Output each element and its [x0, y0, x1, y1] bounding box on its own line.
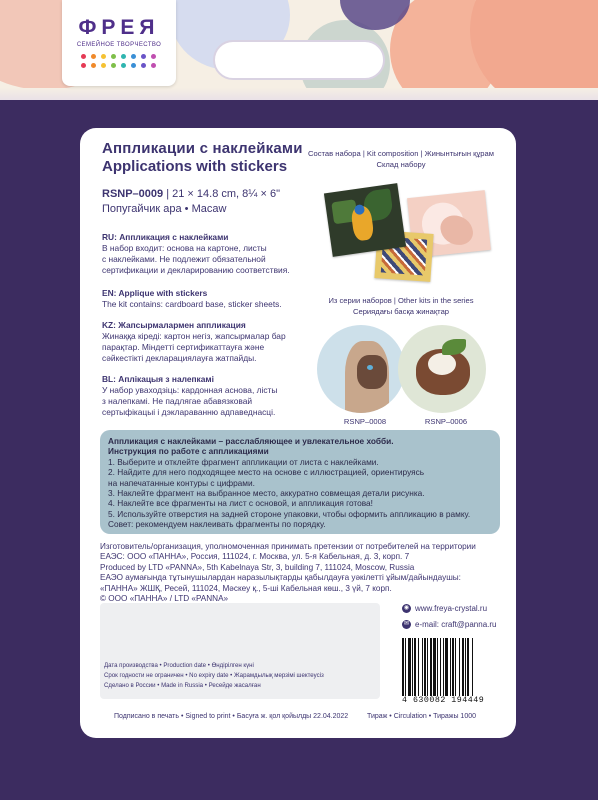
- series-code-1: RSNP–0008: [343, 417, 387, 426]
- brand-dots: [62, 54, 176, 68]
- email-line: [402, 620, 497, 629]
- description-line: У набор уваходзіць: кардонная аснова, лісты: [102, 385, 278, 395]
- hanger-hole: [213, 40, 385, 80]
- description-block: [102, 288, 317, 310]
- instruction-line: 5. Используйте отверстия на задней стороне упаковки, чтобы оформить аппликацию в рамку.: [108, 508, 471, 519]
- header-fade: [0, 88, 598, 100]
- instruction-line: 4. Наклейте все фрагменты на лист с основой, и аппликация готова!: [108, 498, 373, 509]
- manufacturer-line: Produced by LTD «PANNA», 5th Kabelnaya Str, 3, building 7, 111024, Moscow, Russia: [100, 562, 415, 572]
- series-heading-line: Из серии наборов | Other kits in the series: [328, 296, 474, 305]
- brand-dot: [141, 54, 146, 59]
- brand-dot: [101, 63, 106, 68]
- description-block: [102, 320, 317, 364]
- instructions-subheading: Инструкция по работе с аппликациями: [108, 446, 269, 457]
- mail-icon: ✉: [403, 621, 410, 628]
- kit-heading-line: Склад набору: [376, 160, 426, 169]
- brand-dot: [131, 63, 136, 68]
- description-line: В набор входит: основа на картоне, листы: [102, 243, 267, 253]
- brand-dot: [81, 63, 86, 68]
- instructions-heading: Аппликация с наклейками – расслабляющее и увлекательное хобби.: [108, 436, 394, 446]
- date-line: Сделано в России • Made in Russia • Ресейде жасалған: [104, 682, 261, 690]
- description-block: [102, 232, 317, 276]
- series-kit-cat-image: [317, 325, 405, 413]
- series-heading-line: Сериядағы басқа жинақтар: [352, 307, 450, 316]
- sku-line: [102, 188, 280, 200]
- kit-heading-line: Состав набора | Kit composition | Жинынтығын құрам: [308, 149, 494, 158]
- brand-dot: [151, 54, 156, 59]
- globe-icon: ◉: [403, 605, 410, 612]
- description-line: сәйкестікті декларациялауға жатпайды.: [102, 353, 257, 363]
- brand-dot: [81, 54, 86, 59]
- dates-info: [104, 661, 324, 691]
- manufacturer-line: ЕАЭС: ООО «ПАННА», Россия, 111024, г. Москва, ул. 5-я Кабельная, д. 3, корп. 7: [100, 552, 410, 562]
- description-line: с наклейками. Не подлежит обязательной: [102, 254, 266, 264]
- description-line: The kit contains: cardboard base, sticker sheets.: [102, 299, 282, 309]
- description-line: Жинаққа кіреді: картон негіз, жапсырмалар бар: [102, 331, 286, 341]
- brand-dot: [101, 54, 106, 59]
- brand-dot: [91, 63, 96, 68]
- brand-dot: [141, 63, 146, 68]
- date-line: Дата производства • Production date • Өндірілген күні: [104, 662, 254, 669]
- brand-dot: [121, 54, 126, 59]
- website-line: [402, 604, 487, 613]
- brand-dot: [131, 54, 136, 59]
- brand-dot: [121, 63, 126, 68]
- description-heading: RU: Аппликация с наклейками: [102, 232, 229, 242]
- sku-code: RSNP–0009: [102, 188, 164, 200]
- manufacturer-line: Изготовитель/организация, уполномоченная принимать претензии от потребителей на территории: [100, 542, 476, 551]
- kit-composition-heading: [298, 148, 504, 170]
- instruction-line: на напечатанные контуры с цифрами.: [108, 477, 255, 488]
- website-text: www.freya-crystal.ru: [415, 604, 488, 613]
- brand-dot: [151, 63, 156, 68]
- product-name: Попугайчик ара • Macaw: [102, 203, 227, 215]
- instructions-steps: [108, 457, 492, 530]
- series-kit-coconut-image: [398, 325, 486, 413]
- manufacturer-line: ЕАЭО аумағында тұтынушылардан наразылықтарды қабылдауға уәкілетті ұйым/дайындаушы:: [100, 573, 461, 583]
- email-text: e-mail: craft@panna.ru: [415, 620, 497, 629]
- manufacturer-line: «ПАННА» ЖШҚ, Ресей, 111024, Мәскеу қ., 5-ші Кабельная көш., 3 үй, 7 корп.: [100, 583, 392, 593]
- description-line: сертыфікацыі і дэклараванню адпаведнасці.: [102, 407, 276, 417]
- series-heading: [298, 295, 504, 317]
- brand-logo: [62, 0, 176, 86]
- barcode-digits: 4 630082 194449: [402, 696, 485, 705]
- instruction-line: 3. Наклейте фрагмент на выбранное место, аккуратно совмещая детали рисунка.: [108, 488, 425, 499]
- barcode: [402, 638, 492, 708]
- kit-base-macaw: [324, 183, 406, 257]
- brand-dot: [111, 54, 116, 59]
- circulation-info: Тираж • Circulation • Тиражы 1000: [367, 713, 476, 720]
- title-en: Applications with stickers: [102, 158, 288, 175]
- description-block: [102, 374, 317, 418]
- manufacturer-line: © ООО «ПАННА» / LTD «PANNA»: [100, 594, 229, 604]
- title-ru: Аппликации с наклейками: [102, 140, 303, 157]
- series-code-2: RSNP–0006: [424, 417, 468, 426]
- decorative-header: [0, 0, 598, 100]
- brand-dot: [111, 63, 116, 68]
- description-line: парақтар. Міндетті сертификаттауға және: [102, 342, 265, 352]
- date-line: Срок годности не ограничен • No expiry date • Жарамдылық мерзімі шектеусіз: [104, 672, 324, 680]
- description-line: з налепкамі. Не падлягае абавязковай: [102, 396, 253, 406]
- instruction-line: 1. Выберите и отклейте фрагмент аппликации от листа с наклейками.: [108, 456, 379, 467]
- manufacturer-info: [100, 542, 500, 604]
- brand-name: ФРЕЯ: [78, 16, 160, 39]
- description-line: сертификации и декларированию соответствия.: [102, 265, 290, 275]
- instruction-line: 2. Найдите для него подходящее место на основе с иллюстрацией, ориентируясь: [108, 467, 425, 478]
- barcode-bar: [472, 638, 473, 696]
- instruction-line: Совет: рекомендуем наклеивать фрагменты по порядку.: [108, 519, 326, 530]
- brand-tagline: СЕМЕЙНОЕ ТВОРЧЕСТВО: [76, 42, 162, 48]
- sku-size: | 21 × 14.8 cm, 8¼ × 6": [163, 188, 280, 200]
- barcode-bars: [402, 638, 492, 696]
- print-info: Подписано в печать • Signed to print • Басуға ж. қол қойылды 22.04.2022: [114, 713, 349, 720]
- instructions-box: [100, 430, 500, 534]
- description-heading: BL: Аплікацыя з налепкамі: [102, 374, 214, 384]
- description-heading: KZ: Жапсырмалармен аппликация: [102, 320, 246, 330]
- brand-dot: [91, 54, 96, 59]
- description-heading: EN: Applique with stickers: [102, 288, 208, 298]
- info-card: [80, 128, 516, 738]
